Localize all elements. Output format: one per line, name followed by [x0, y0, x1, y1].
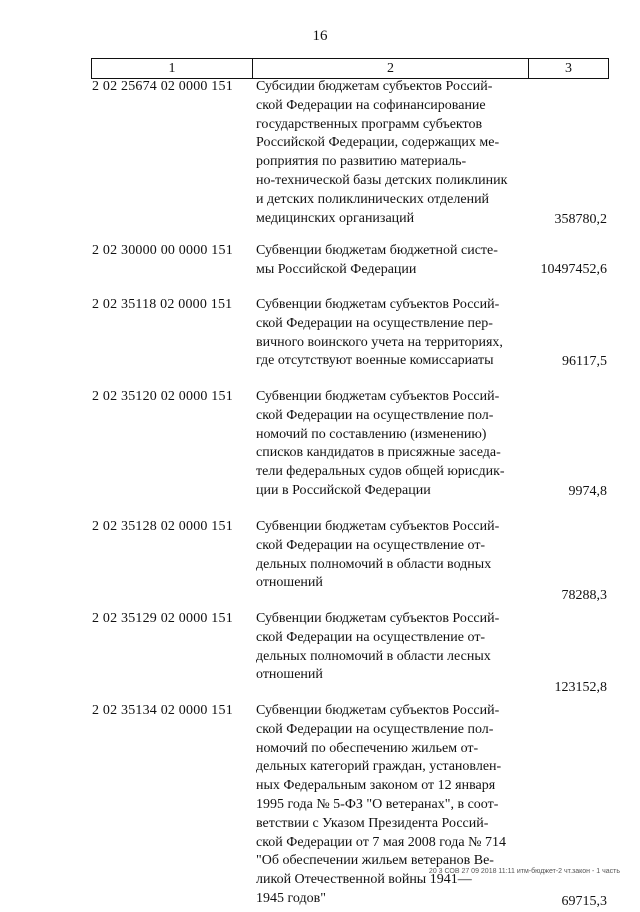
header-col-2: 2 — [253, 59, 529, 79]
desc-line: ской Федерации на софинансирование — [256, 97, 486, 113]
row-description — [256, 702, 527, 912]
row-code: 2 02 35134 02 0000 151 — [92, 703, 233, 718]
desc-line: номочий по обеспечению жильем от- — [256, 740, 479, 756]
desc-line: 1945 годов" — [256, 890, 326, 906]
table-row — [91, 242, 609, 280]
desc-line: дельных полномочий в области водных — [256, 556, 492, 572]
row-amount: 123152,8 — [554, 680, 607, 696]
desc-line: ных Федеральным законом от 12 января — [256, 778, 496, 794]
desc-line: роприятия по развитию материаль- — [256, 154, 467, 170]
desc-line: Субсидии бюджетам субъектов Россий- — [256, 79, 493, 94]
desc-line: тели федеральных судов общей юрисдик- — [256, 464, 505, 480]
row-amount: 69715,3 — [561, 894, 607, 910]
desc-line: ской Федерации на осуществление пол- — [256, 407, 494, 423]
page-number: 16 — [312, 28, 328, 44]
desc-line: где отсутствуют военные комиссариаты — [256, 353, 494, 369]
row-description — [256, 388, 527, 502]
row-amount: 96117,5 — [562, 354, 607, 370]
header-col-3: 3 — [529, 59, 609, 79]
header-col-1: 1 — [92, 59, 253, 79]
desc-line: дельных категорий граждан, установлен- — [256, 759, 502, 775]
row-amount: 9974,8 — [568, 484, 607, 500]
table-row — [91, 518, 609, 604]
desc-line: ликой Отечественной войны 1941— — [256, 872, 472, 888]
desc-line: вичного воинского учета на территориях, — [256, 334, 503, 350]
desc-line: ской Федерации на осуществление от- — [256, 629, 486, 645]
desc-line: медицинских организаций — [256, 210, 415, 226]
desc-line: ской Федерации на осуществление пол- — [256, 721, 494, 737]
desc-line: мы Российской Федерации — [256, 261, 417, 277]
row-description — [256, 78, 527, 230]
budget-table-body — [91, 78, 609, 912]
desc-line: ции в Российской Федерации — [256, 482, 431, 498]
table-row — [91, 702, 609, 912]
table-row — [91, 296, 609, 372]
desc-line: но-технической базы детских поликлиник — [256, 172, 508, 188]
desc-line: списков кандидатов в присяжные заседа- — [256, 445, 501, 461]
desc-line: 1995 года № 5-ФЗ "О ветеранах", в соот- — [256, 796, 499, 812]
row-description — [256, 296, 527, 372]
desc-line: ской Федерации на осуществление от- — [256, 537, 486, 553]
desc-line: номочий по составлению (изменению) — [256, 426, 487, 442]
table-row — [91, 610, 609, 696]
table-row — [91, 388, 609, 502]
row-code: 2 02 30000 00 0000 151 — [92, 243, 233, 258]
row-description — [256, 518, 527, 594]
desc-line: Субвенции бюджетам субъектов Россий- — [256, 611, 500, 626]
row-amount: 358780,2 — [554, 212, 607, 228]
desc-line: Российской Федерации, содержащих ме- — [256, 135, 500, 151]
row-amount: 78288,3 — [561, 588, 607, 604]
table-header — [91, 58, 609, 79]
row-code: 2 02 25674 02 0000 151 — [92, 79, 233, 94]
row-description — [256, 610, 527, 686]
row-code: 2 02 35128 02 0000 151 — [92, 519, 233, 534]
document-footer: 20 3 СОВ 27 09 2018 11:11 итм-бюджет-2 чт.закон - 1 часть — [428, 868, 620, 875]
row-code: 2 02 35120 02 0000 151 — [92, 389, 233, 404]
desc-line: Субвенции бюджетам субъектов Россий- — [256, 703, 500, 718]
desc-line: ской Федерации от 7 мая 2008 года № 714 — [256, 834, 506, 850]
desc-line: и детских поликлинических отделений — [256, 191, 490, 207]
desc-line: отношений — [256, 667, 323, 683]
desc-line: Субвенции бюджетам субъектов Россий- — [256, 389, 500, 404]
table-row — [91, 78, 609, 230]
desc-line: Субвенции бюджетам субъектов Россий- — [256, 519, 500, 534]
row-description — [256, 242, 527, 280]
desc-line: ской Федерации на осуществление пер- — [256, 315, 493, 331]
desc-line: дельных полномочий в области лесных — [256, 648, 491, 664]
row-code: 2 02 35118 02 0000 151 — [92, 297, 233, 312]
desc-line: ветствии с Указом Президента Россий- — [256, 815, 489, 831]
desc-line: Субвенции бюджетам бюджетной систе- — [256, 243, 498, 258]
desc-line: отношений — [256, 575, 323, 591]
desc-line: Субвенции бюджетам субъектов Россий- — [256, 297, 500, 312]
row-amount: 10497452,6 — [540, 262, 607, 278]
desc-line: "Об обеспечении жильем ветеранов Ве- — [256, 853, 494, 869]
row-code: 2 02 35129 02 0000 151 — [92, 611, 233, 626]
desc-line: государственных программ субъектов — [256, 116, 483, 132]
